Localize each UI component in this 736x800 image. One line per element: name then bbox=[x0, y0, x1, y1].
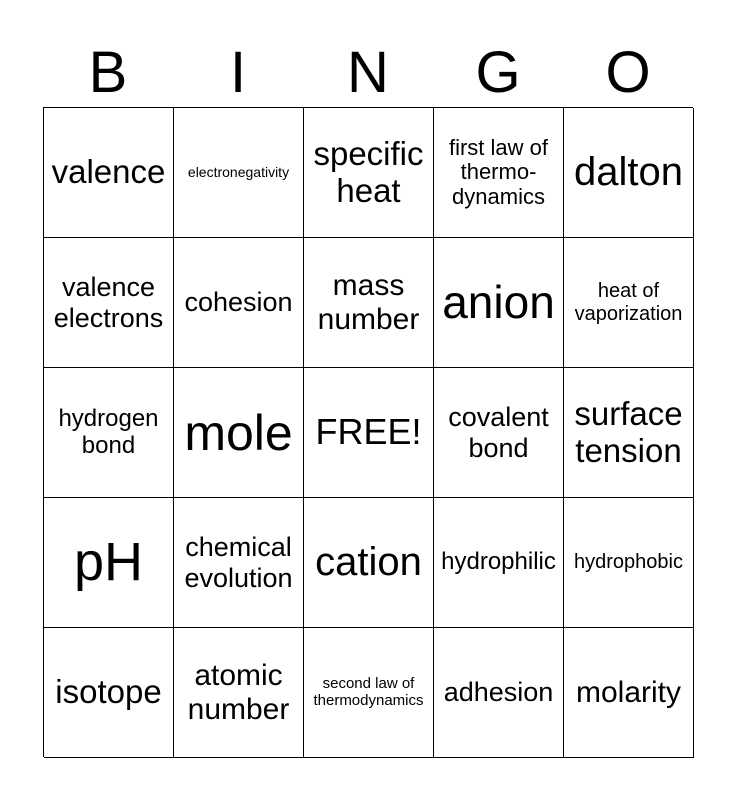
cell-label: isotope bbox=[55, 673, 162, 711]
cell-label: mass number bbox=[317, 268, 420, 336]
cell-label: valence electrons bbox=[53, 272, 164, 333]
cell-label: heat of vaporization bbox=[574, 280, 683, 325]
bingo-cell-free[interactable] bbox=[304, 368, 434, 498]
cell-label: surface tension bbox=[574, 394, 683, 469]
bingo-cell[interactable] bbox=[304, 628, 434, 758]
cell-label: adhesion bbox=[443, 677, 554, 708]
bingo-grid bbox=[43, 107, 693, 757]
bingo-cell[interactable] bbox=[564, 628, 694, 758]
bingo-cell[interactable] bbox=[44, 628, 174, 758]
header-letter-g: G bbox=[475, 40, 521, 105]
bingo-cell[interactable] bbox=[564, 238, 694, 368]
bingo-cell[interactable] bbox=[174, 108, 304, 238]
bingo-cell[interactable] bbox=[434, 238, 564, 368]
bingo-cell[interactable] bbox=[174, 498, 304, 628]
bingo-cell[interactable] bbox=[304, 238, 434, 368]
bingo-cell[interactable] bbox=[44, 368, 174, 498]
cell-label: chemical evolution bbox=[184, 532, 293, 593]
bingo-cell[interactable] bbox=[434, 108, 564, 238]
bingo-cell[interactable] bbox=[304, 108, 434, 238]
bingo-cell[interactable] bbox=[564, 498, 694, 628]
cell-label: second law of thermodynamics bbox=[313, 674, 424, 709]
cell-label: molarity bbox=[575, 675, 681, 709]
bingo-cell[interactable] bbox=[564, 368, 694, 498]
cell-label: electronegativity bbox=[187, 163, 290, 180]
header-letter-o: O bbox=[605, 40, 651, 105]
bingo-header bbox=[43, 40, 693, 106]
bingo-cell[interactable] bbox=[434, 628, 564, 758]
bingo-cell[interactable] bbox=[174, 368, 304, 498]
cell-label: hydrophobic bbox=[574, 551, 683, 574]
bingo-cell[interactable] bbox=[44, 108, 174, 238]
bingo-cell[interactable] bbox=[304, 498, 434, 628]
header-letter-b: B bbox=[88, 40, 128, 105]
cell-label: covalent bond bbox=[448, 402, 549, 463]
bingo-cell[interactable] bbox=[434, 368, 564, 498]
header-letter-i: I bbox=[229, 40, 247, 105]
cell-label: cohesion bbox=[184, 287, 293, 318]
bingo-cell[interactable] bbox=[44, 498, 174, 628]
cell-label: first law of thermo-dynamics bbox=[448, 134, 549, 209]
cell-label: anion bbox=[442, 275, 555, 328]
bingo-cell[interactable] bbox=[434, 498, 564, 628]
bingo-cell[interactable] bbox=[44, 238, 174, 368]
free-space-label: FREE! bbox=[315, 411, 422, 453]
cell-label: mole bbox=[184, 404, 293, 461]
header-letter-n: N bbox=[347, 40, 389, 105]
cell-label: hydrophilic bbox=[441, 548, 556, 576]
bingo-cell[interactable] bbox=[174, 238, 304, 368]
cell-label: atomic number bbox=[187, 658, 290, 726]
cell-label: hydrogen bond bbox=[58, 404, 159, 459]
cell-label: cation bbox=[315, 540, 422, 585]
cell-label: valence bbox=[51, 153, 166, 191]
cell-label: dalton bbox=[574, 150, 683, 195]
bingo-cell[interactable] bbox=[174, 628, 304, 758]
cell-label: pH bbox=[73, 532, 144, 593]
bingo-cell[interactable] bbox=[564, 108, 694, 238]
cell-label: specific heat bbox=[313, 134, 424, 209]
